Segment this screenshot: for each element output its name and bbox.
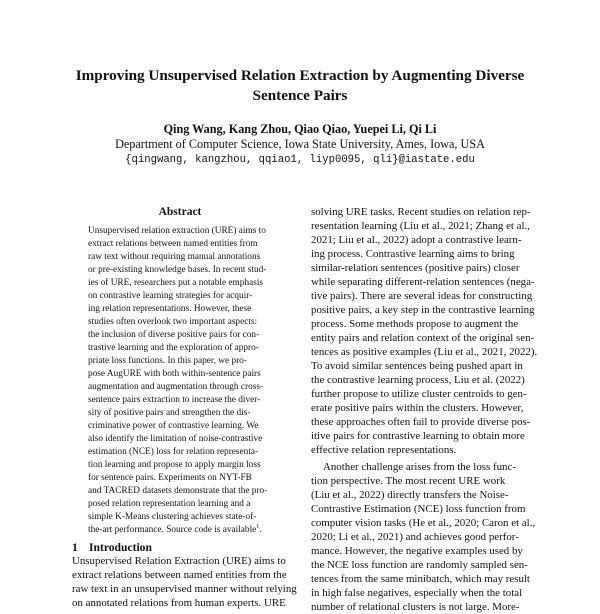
- abstract-line: ing relation representations. However, these: [88, 304, 252, 314]
- body-line: while separating different-relation sentences (nega-: [311, 276, 535, 288]
- body-line: Another challenge arises from the loss func-: [323, 461, 516, 473]
- body-line: tences as positive examples (Liu et al., 2021, 2022).: [311, 346, 538, 358]
- abstract-line: on contrastive learning strategies for acquir-: [88, 291, 253, 301]
- section-number: 1: [72, 541, 78, 554]
- abstract-last-line: [88, 524, 262, 536]
- body-line: mance. However, the negative examples used by: [311, 545, 523, 557]
- intro-line: extract relations between named entities from the: [72, 569, 287, 581]
- abstract-line: posed relation representation learning and a: [88, 499, 251, 509]
- body-line: entity pairs and relation context of the original sen-: [311, 332, 535, 344]
- section-title: Introduction: [89, 541, 152, 554]
- abstract-line: trastive learning and the exploration of appro-: [88, 343, 259, 353]
- abstract-line: for sentence pairs. Experiments on NYT-FB: [88, 473, 252, 483]
- body-line: resentation learning (Liu et al., 2021; Zhang et al.,: [311, 220, 530, 232]
- body-line: number of relational clusters is not large. More-: [311, 601, 520, 613]
- body-line: the contrastive learning process, Liu et al. (2022): [311, 374, 525, 386]
- body-line: 2020; Li et al., 2021) and achieves good perfor-: [311, 531, 519, 543]
- footnote-marker[interactable]: 1: [256, 523, 260, 530]
- paper-title: Improving Unsupervised Relation Extraction by Augmenting Diverse Sentence Pairs: [75, 67, 525, 104]
- abstract-line: the inclusion of diverse positive pairs for con-: [88, 330, 260, 340]
- intro-line: on annotated relations from human experts. URE: [72, 597, 286, 609]
- abstract-line: or pre-existing knowledge bases. In recent stud-: [88, 265, 267, 275]
- body-line: these approaches often fail to provide diverse pos-: [311, 416, 531, 428]
- body-line: tive pairs). There are several ideas for constructing: [311, 290, 533, 302]
- intro-line: Unsupervised Relation Extraction (URE) aims to: [72, 555, 286, 567]
- body-line: further propose to utilize cluster centroids to gen-: [311, 388, 527, 400]
- abstract-line: raw text without requiring manual annotations: [88, 252, 261, 262]
- abstract-end-period: .: [259, 525, 262, 535]
- abstract-line-text: the-art performance. Source code is available: [88, 525, 257, 535]
- abstract-heading: Abstract: [158, 206, 202, 218]
- abstract-line: estimation (NCE) loss for relation representa-: [88, 447, 259, 457]
- body-line: computer vision tasks (He et al., 2020; Caron et al.,: [311, 517, 536, 529]
- abstract-line: extract relations between named entities from: [88, 239, 258, 249]
- body-line: effective relation representations.: [311, 444, 457, 456]
- abstract-line: sentence pairs extraction to increase the diver-: [88, 395, 261, 405]
- abstract-line: studies often overlook two important aspects:: [88, 317, 258, 327]
- intro-line: raw text in an unsupervised manner without relying: [72, 583, 297, 595]
- abstract-line: sity of positive pairs and strengthen the dis-: [88, 408, 251, 418]
- author-emails: {qingwang, kangzhou, qqiao1, liyp0095, qli}@iastate.edu: [125, 154, 475, 166]
- abstract-line: Unsupervised relation extraction (URE) aims to: [88, 226, 266, 236]
- body-line: in high false negatives, especially when the total: [311, 587, 523, 599]
- body-line: erate positive pairs within the clusters. However,: [311, 402, 524, 414]
- body-line: the NCE loss function are randomly sampled sen-: [311, 559, 528, 571]
- author-list: Qing Wang, Kang Zhou, Qiao Qiao, Yuepei Li, Qi Li: [163, 122, 437, 136]
- body-line: process. Some methods propose to augment the: [311, 318, 519, 330]
- abstract-line: also identify the limitation of noise-contrastive: [88, 434, 263, 444]
- abstract-line: pose AugURE with both within-sentence pairs: [88, 369, 261, 379]
- body-line: ing process. Contrastive learning aims to bring: [311, 248, 515, 260]
- abstract-line: tion learning and propose to apply margin loss: [88, 460, 261, 470]
- affiliation: Department of Computer Science, Iowa State University, Ames, Iowa, USA: [115, 137, 485, 151]
- abstract-line: simple K-Means clustering achieves state-of-: [88, 512, 257, 522]
- body-line: To avoid similar sentences being pushed apart in: [311, 360, 523, 372]
- body-line: tion perspective. The most recent URE work: [311, 475, 506, 487]
- abstract-line: ies of URE, researchers put a notable emphasis: [88, 278, 264, 288]
- section-heading-introduction: [72, 541, 152, 555]
- body-line: 2021; Liu et al., 2022) adopt a contrastive learn-: [311, 234, 522, 246]
- body-line: Contrastive Estimation (NCE) loss function from: [311, 503, 526, 515]
- body-line: positive pairs, a key step in the contrastive learning: [311, 304, 535, 316]
- body-line: itive pairs for contrastive learning to obtain more: [311, 430, 525, 442]
- abstract-line: and TACRED datasets demonstrate that the pro-: [88, 486, 268, 496]
- abstract-line: criminative power of contrastive learning. We: [88, 421, 259, 431]
- body-line: similar-relation sentences (positive pairs) closer: [311, 262, 520, 274]
- abstract-line: augmentation and augmentation through cross-: [88, 382, 264, 392]
- body-line: tences from the same minibatch, which may result: [311, 573, 530, 585]
- body-line: solving URE tasks. Recent studies on relation rep-: [311, 206, 531, 218]
- abstract-line: priate loss functions. In this paper, we pro-: [88, 356, 247, 366]
- body-line: (Liu et al., 2022) directly transfers the Noise-: [311, 489, 509, 501]
